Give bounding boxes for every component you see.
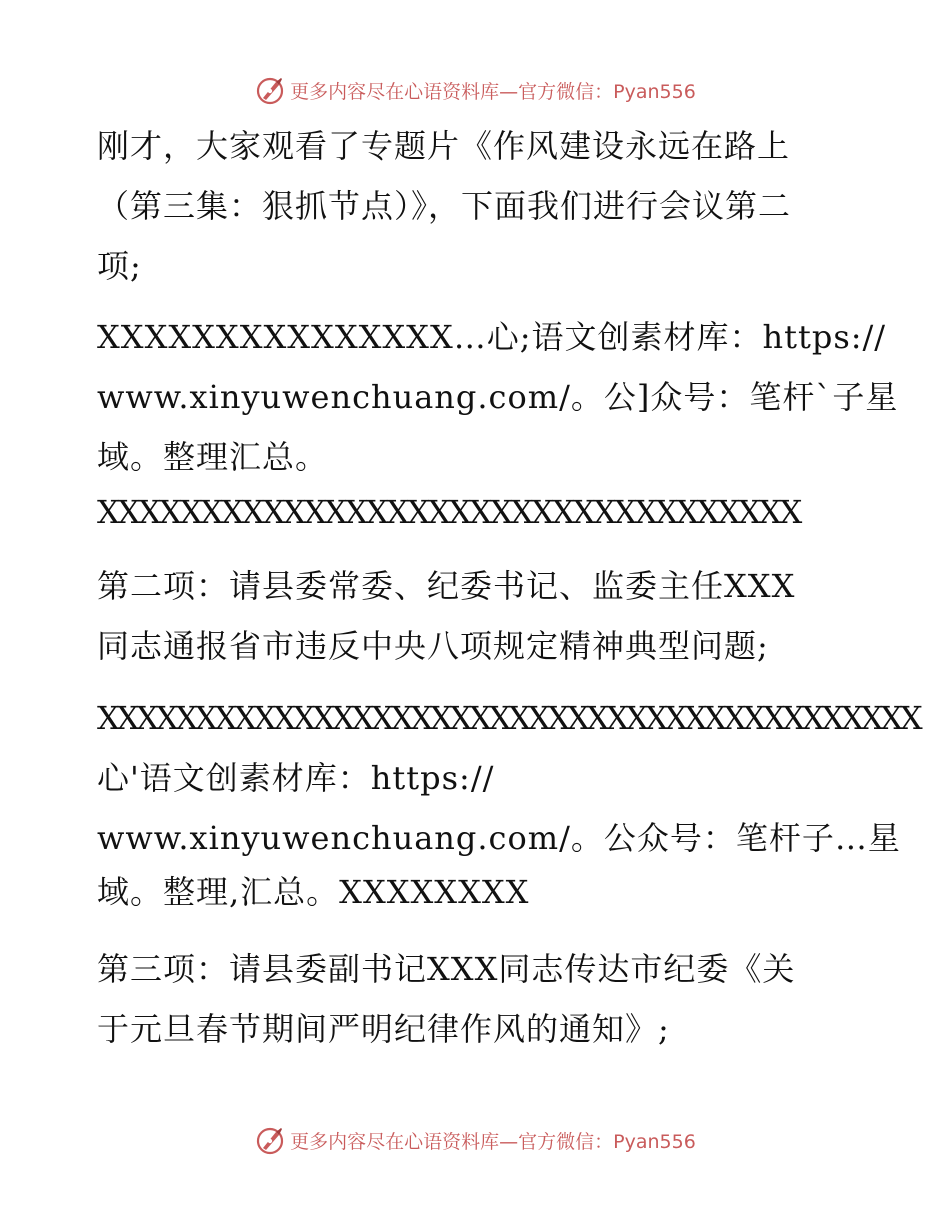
body-line: （第三集：狠抓节点）》，下面我们进行会议第二	[97, 187, 792, 225]
quill-pen-logo-icon	[254, 1124, 286, 1156]
body-line: XXXXXXXXXXXXXXX…心;语文创素材库：https://	[97, 318, 887, 356]
body-line: 心'语文创素材库：https://	[97, 759, 495, 797]
body-line: XXXXXXXXXXXXXXXXXXXXXXXXXXXXXXXXXXXXXXXXXX	[97, 699, 920, 737]
body-line: 同志通报省市违反中央八项规定精神典型问题;	[97, 627, 769, 665]
body-line: www.xinyuwenchuang.com/。公]众号：笔杆`子星	[97, 378, 899, 416]
body-line: XXXXXXXXXXXXXXXXXXXXXXXXXXXXXXXXXX	[97, 493, 801, 531]
body-line: 域。整理汇总。	[97, 438, 329, 476]
body-line: 项;	[97, 247, 142, 285]
footer-banner	[0, 1120, 950, 1160]
header-banner-text: 更多内容尽在心语资料库—官方微信：Pyan556	[290, 80, 696, 103]
body-line: 第三项：请县委副书记XXX同志传达市纪委《关	[97, 950, 796, 988]
body-line: 于元旦春节期间严明纪律作风的通知》;	[97, 1010, 670, 1048]
body-line: 第二项：请县委常委、纪委书记、监委主任XXX	[97, 567, 796, 605]
footer-banner-text: 更多内容尽在心语资料库—官方微信：Pyan556	[290, 1130, 696, 1153]
body-line: 刚才，大家观看了专题片《作风建设永远在路上	[97, 127, 791, 165]
body-line: www.xinyuwenchuang.com/。公众号：笔杆子…星	[97, 819, 901, 857]
body-line: 域。整理,汇总。XXXXXXXX	[97, 873, 530, 911]
